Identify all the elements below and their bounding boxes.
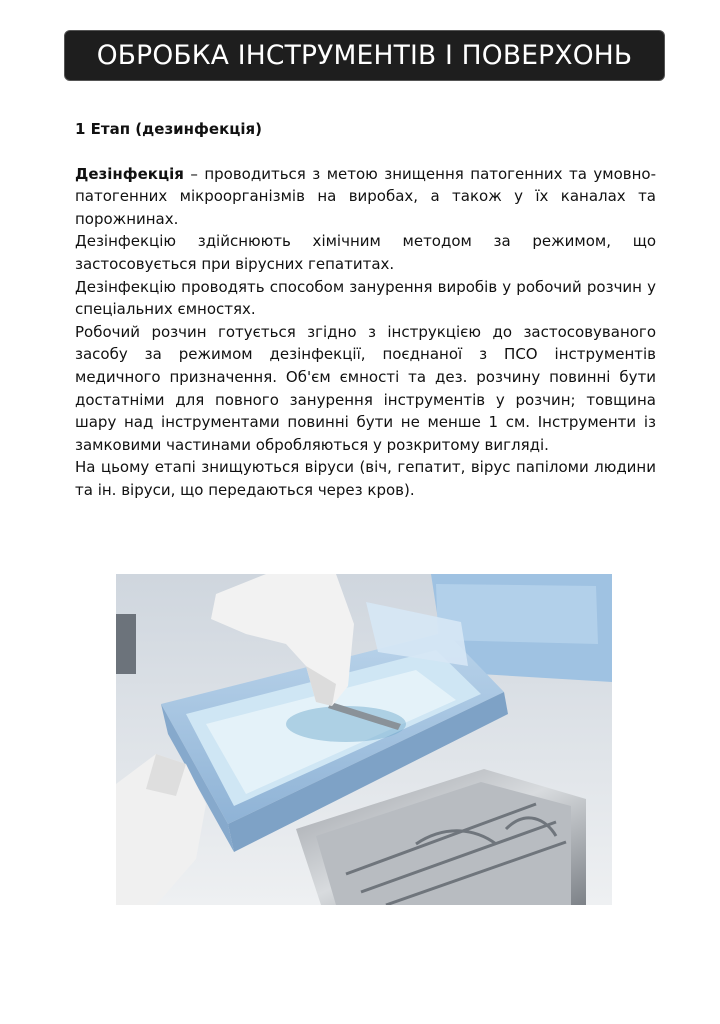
document-body xyxy=(75,118,656,502)
definition-paragraph xyxy=(75,163,656,231)
page-title-banner xyxy=(64,30,665,81)
definition-text: – проводиться з метою знищення патогенних та умовно-патогенних мікроорганізмів на виробах, а також у їх каналах та порожнинах. xyxy=(75,164,656,228)
body-paragraph-3: Робочий розчин готується згідно з інструкцією до застосовуваного засобу за режимом дезінфекції, поєднаної з ПСО інструментів медичного призначення. Об'єм ємності та дез. розчину повинні бути достатніми для повного занурення інструментів у розчин; товщина шару над інструментами повинні бути не менше 1 см. Інструменти із замковими частинами обробляються у розкритому вигляді. xyxy=(75,322,656,454)
body-paragraph-2: Дезінфекцію проводять способом занурення виробів у робочий розчин у спеціальних ємностях. xyxy=(75,277,656,319)
body-paragraph-4: На цьому етапі знищуються віруси (віч, гепатит, вірус папіломи людини та ін. віруси, що передаються через кров). xyxy=(75,458,656,499)
definition-term: Дезінфекція xyxy=(75,164,184,183)
photo-illustration xyxy=(116,574,612,905)
body-paragraph-1: Дезінфекцію здійснюють хімічним методом за режимом, що застосовується при вірусних гепатитах. xyxy=(75,232,656,273)
disinfection-photo xyxy=(116,574,612,905)
page-title: ОБРОБКА ІНСТРУМЕНТІВ І ПОВЕРХОНЬ xyxy=(96,40,633,71)
stage-heading: 1 Етап (дезинфекція) xyxy=(75,120,263,138)
